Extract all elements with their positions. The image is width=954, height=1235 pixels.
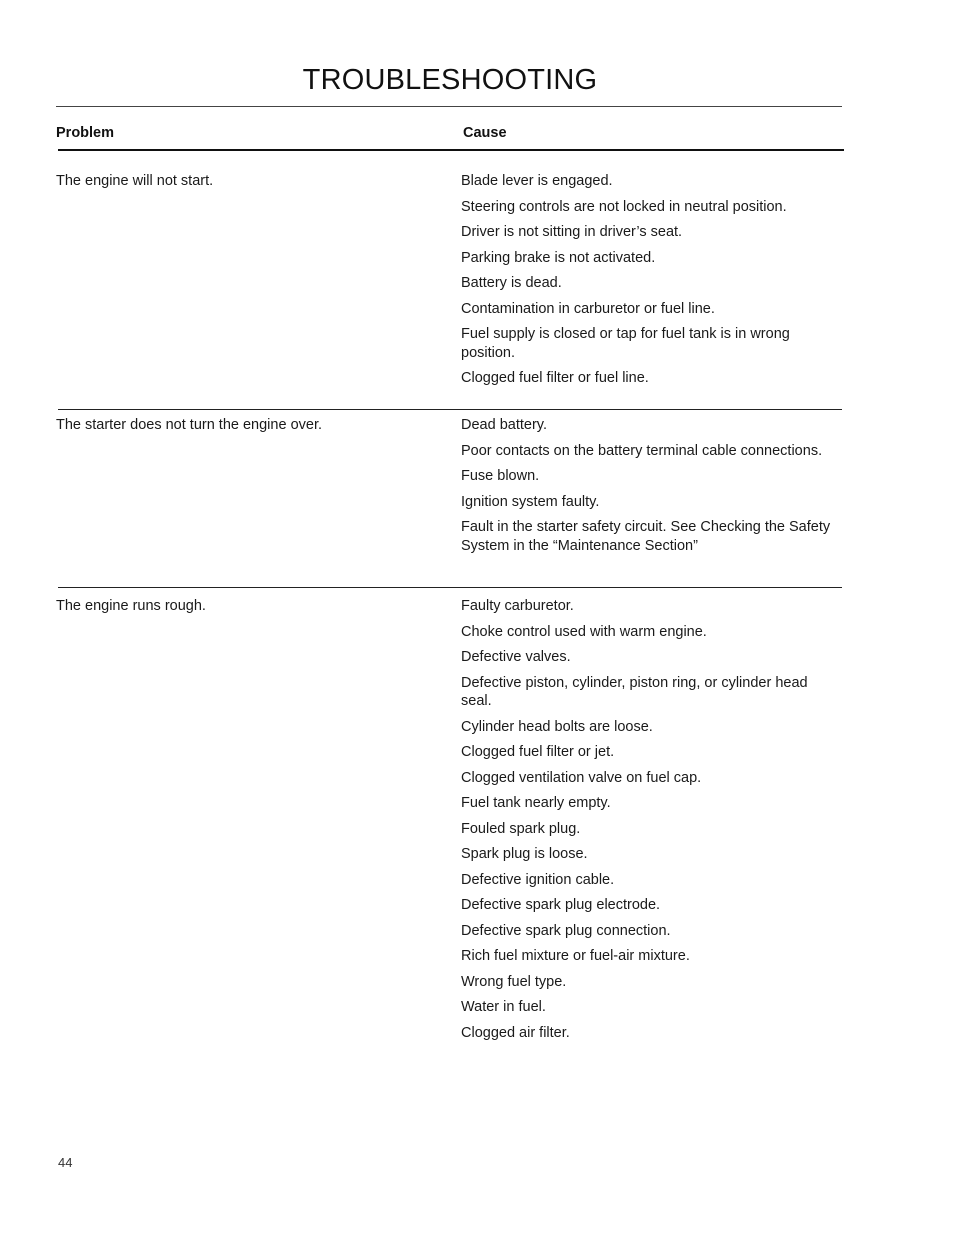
cause-item: Clogged fuel filter or jet.: [461, 744, 615, 760]
problem-text: The starter does not turn the engine over.: [56, 417, 322, 433]
cause-item: Rich fuel mixture or fuel-air mixture.: [461, 948, 690, 964]
row-divider: [58, 409, 842, 410]
row-divider: [58, 587, 842, 588]
cause-item: Faulty carburetor.: [461, 598, 574, 614]
problem-text: The engine runs rough.: [56, 598, 206, 614]
cause-list: [461, 172, 831, 395]
cause-item: Choke control used with warm engine.: [461, 623, 707, 640]
cause-item: Fault in the starter safety circuit. See Checking the Safety System in the “Maintenance Section”: [461, 519, 831, 554]
cause-item: Fouled spark plug.: [461, 820, 581, 837]
cause-item: Defective piston, cylinder, piston ring, or cylinder head seal.: [461, 674, 808, 709]
cause-item: Steering controls are not locked in neutral position.: [461, 198, 787, 215]
cause-item: Cylinder head bolts are loose.: [461, 718, 653, 735]
cause-item: Defective ignition cable.: [461, 871, 615, 888]
cause-item: Clogged fuel filter or fuel line.: [461, 370, 649, 386]
cause-item: Water in fuel.: [461, 999, 546, 1015]
cause-item: Fuel tank nearly empty.: [461, 795, 611, 811]
cause-list: [461, 597, 831, 1049]
title-divider: [56, 106, 842, 107]
cause-item: Driver is not sitting in driver’s seat.: [461, 224, 683, 240]
cause-item: Spark plug is loose.: [461, 846, 588, 862]
cause-item: Wrong fuel type.: [461, 973, 567, 990]
column-header-problem: Problem: [56, 125, 115, 141]
column-header-cause: Cause: [463, 125, 507, 141]
cause-item: Battery is dead.: [461, 275, 562, 291]
cause-item: Contamination in carburetor or fuel line.: [461, 300, 715, 317]
cause-item: Defective valves.: [461, 649, 571, 665]
cause-item: Defective spark plug electrode.: [461, 897, 661, 913]
problem-text: The engine will not start.: [56, 173, 214, 189]
cause-item: Ignition system faulty.: [461, 493, 600, 510]
cause-item: Poor contacts on the battery terminal cable connections.: [461, 442, 823, 459]
page-number: 44: [58, 1155, 73, 1170]
cause-list: [461, 416, 831, 562]
header-divider: [58, 149, 844, 151]
cause-item: Fuel supply is closed or tap for fuel tank is in wrong position.: [461, 326, 790, 361]
cause-item: Clogged ventilation valve on fuel cap.: [461, 769, 702, 786]
cause-item: Parking brake is not activated.: [461, 249, 656, 266]
cause-item: Blade lever is engaged.: [461, 173, 613, 189]
cause-item: Clogged air filter.: [461, 1024, 570, 1041]
page-title: TROUBLESHOOTING: [302, 64, 598, 96]
cause-item: Dead battery.: [461, 417, 547, 433]
cause-item: Fuse blown.: [461, 468, 540, 484]
cause-item: Defective spark plug connection.: [461, 922, 671, 939]
